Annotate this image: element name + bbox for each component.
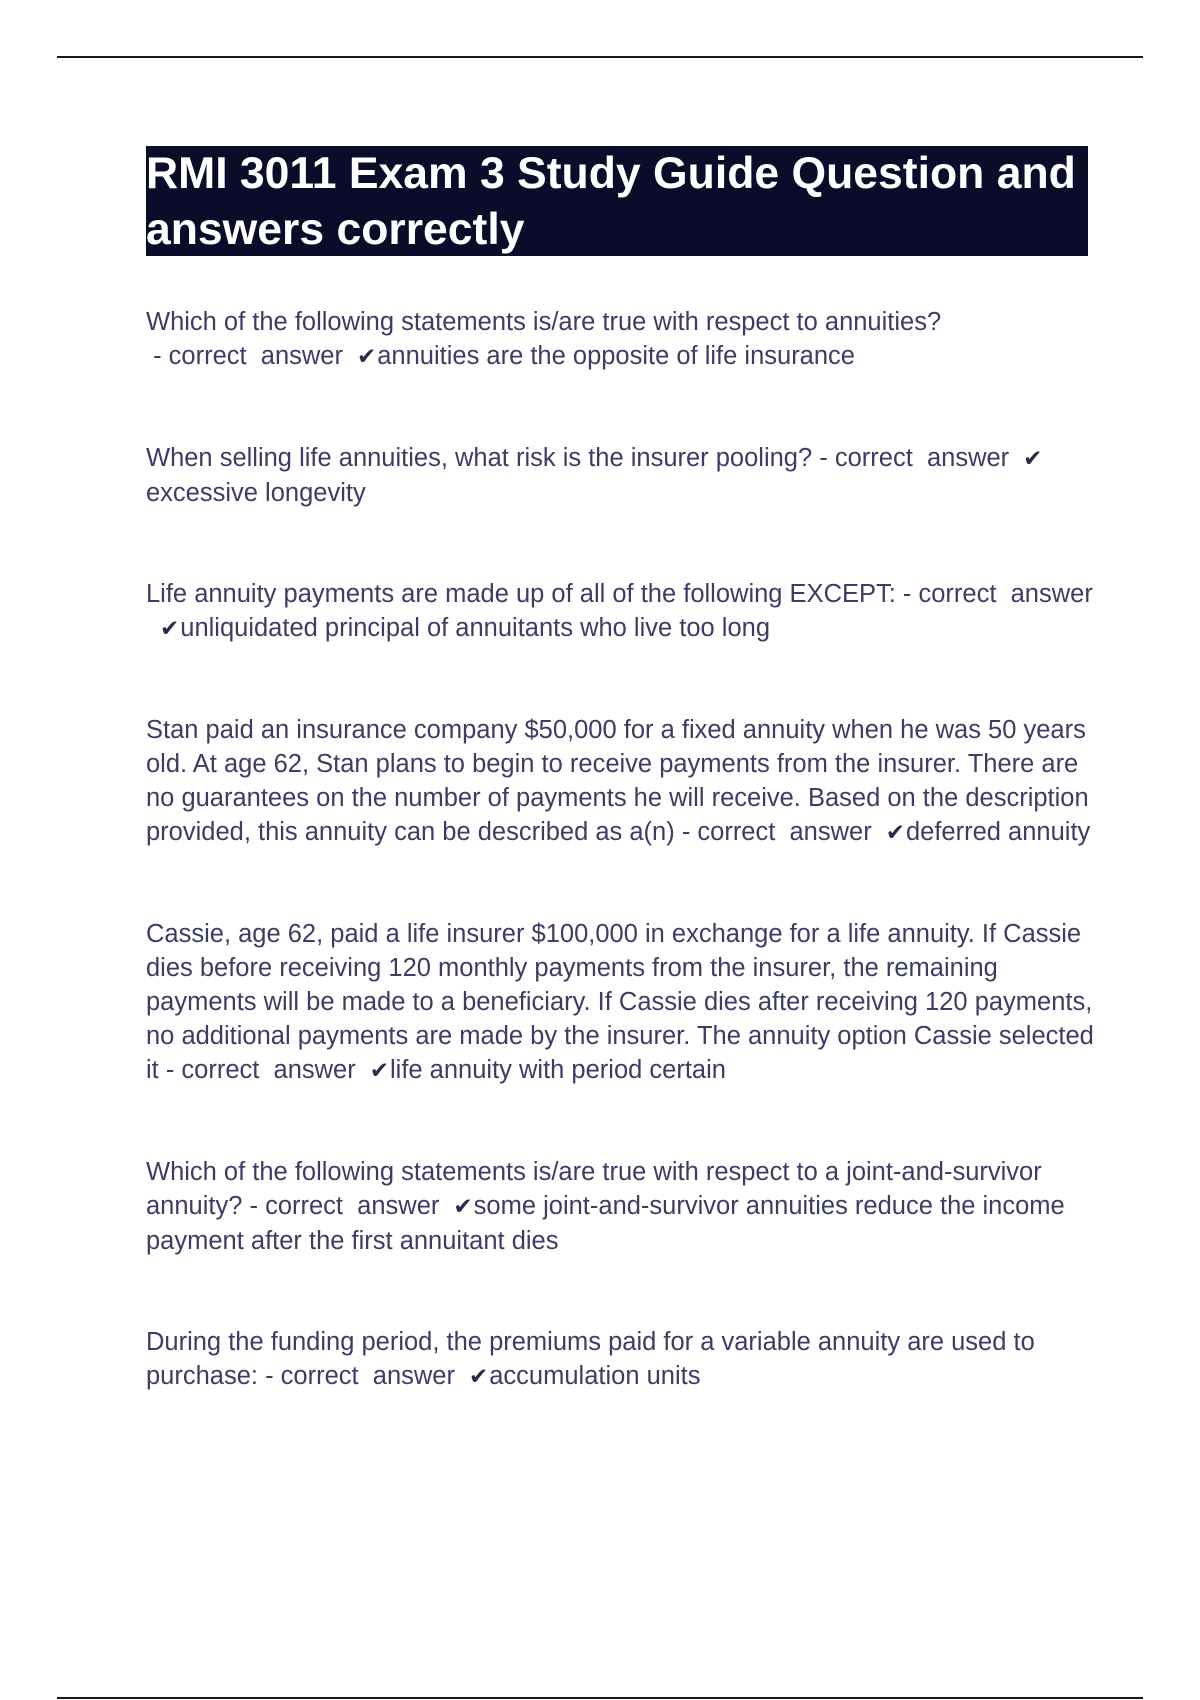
answer-text: annuities are the opposite of life insurance bbox=[377, 342, 855, 370]
answer-label: - correct answer bbox=[674, 818, 872, 846]
answer-text: accumulation units bbox=[489, 1362, 701, 1390]
check-icon: ✔ bbox=[160, 616, 180, 642]
check-icon: ✔ bbox=[885, 820, 905, 846]
question-text: Life annuity payments are made up of all of the following EXCEPT: bbox=[146, 580, 896, 608]
top-divider bbox=[57, 56, 1143, 58]
check-icon: ✔ bbox=[369, 1058, 389, 1084]
answer-label: - correct answer bbox=[258, 1362, 455, 1390]
answer-text: some joint-and-survivor annuities reduce the income payment after the first annuitant dies bbox=[146, 1192, 1065, 1255]
qa-item bbox=[146, 713, 1096, 850]
question-text: When selling life annuities, what risk is the insurer pooling? bbox=[146, 444, 813, 472]
qa-item bbox=[146, 917, 1096, 1088]
answer-text: excessive longevity bbox=[146, 479, 366, 507]
question-text: Cassie, age 62, paid a life insurer $100,000 in exchange for a life annuity. If Cassie dies before receiving 120 monthly payments from the insurer, the remaining payments will be made to a beneficiary. If Cassie dies after receiving 120 payments, no additional payments are made by the insurer. The annuity option Cassie selected it bbox=[146, 920, 1094, 1084]
answer-label: - correct answer bbox=[242, 1192, 440, 1220]
qa-item bbox=[146, 577, 1096, 646]
answer-label: - correct answer bbox=[146, 342, 343, 370]
question-text: During the funding period, the premiums paid for a variable annuity are used to purchase: bbox=[146, 1328, 1035, 1390]
answer-text: life annuity with period certain bbox=[390, 1056, 726, 1084]
qa-item bbox=[146, 1155, 1096, 1258]
check-icon: ✔ bbox=[356, 344, 377, 370]
document-title: RMI 3011 Exam 3 Study Guide Question and answers correctly bbox=[146, 149, 1076, 254]
answer-text: deferred annuity bbox=[905, 818, 1091, 846]
qa-item bbox=[146, 305, 1096, 374]
check-icon: ✔ bbox=[453, 1194, 473, 1220]
question-text: Which of the following statements is/are true with respect to annuities? bbox=[146, 308, 942, 336]
qa-list bbox=[146, 305, 1096, 1394]
answer-label: - correct answer bbox=[158, 1056, 356, 1084]
question-text: Which of the following statements is/are true with respect to a joint-and-survivor annuity? bbox=[146, 1158, 1042, 1220]
check-icon: ✔ bbox=[468, 1364, 489, 1390]
bottom-divider bbox=[57, 1697, 1143, 1699]
answer-label: - correct answer bbox=[812, 444, 1010, 472]
qa-item bbox=[146, 1325, 1096, 1394]
question-text: Stan paid an insurance company $50,000 for a fixed annuity when he was 50 years old. At age 62, Stan plans to begin to receive payments from the insurer. There are no guarantees on the number of payments he will receive. Based on the description provided, this annuity can be described as a(n) bbox=[146, 716, 1089, 846]
answer-text: unliquidated principal of annuitants who live too long bbox=[180, 614, 771, 642]
answer-label: - correct answer bbox=[895, 580, 1093, 608]
check-icon: ✔ bbox=[1023, 446, 1043, 472]
qa-item bbox=[146, 441, 1096, 510]
